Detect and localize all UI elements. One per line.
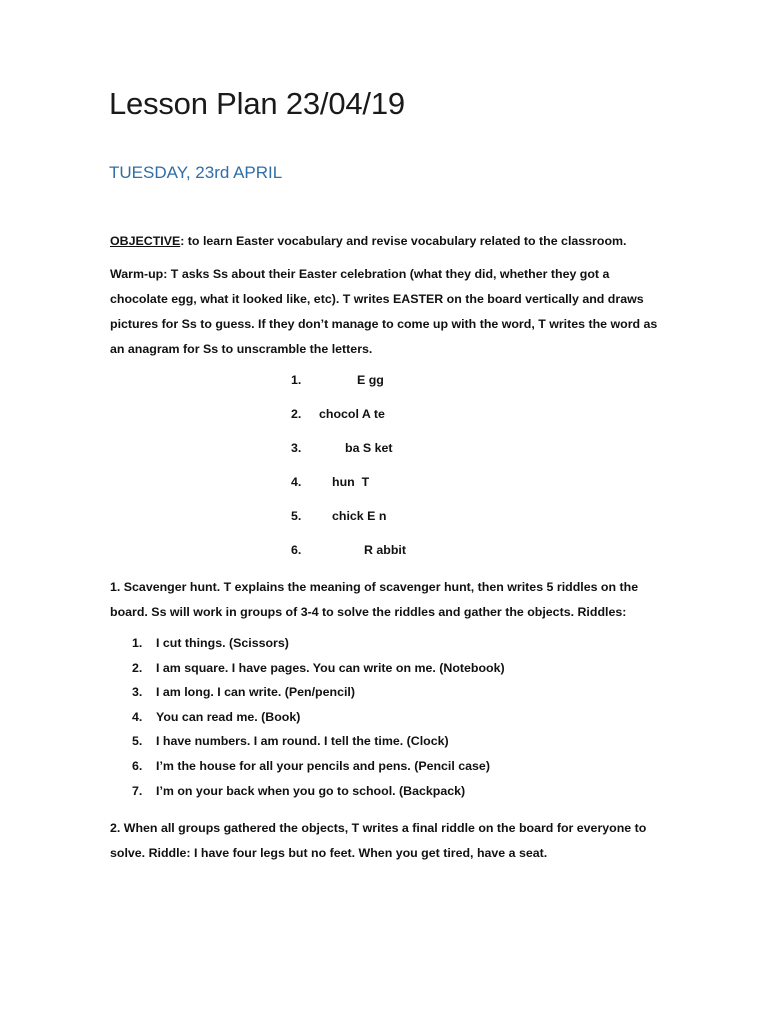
scavenger-paragraph xyxy=(110,575,658,625)
page-title: Lesson Plan 23/04/19 xyxy=(109,86,405,121)
riddle-text: I’m on your back when you go to school. (Backpack) xyxy=(156,783,466,798)
anagram-number: 2. xyxy=(291,407,302,421)
scavenger-text: . T explains the meaning of scavenger hunt, then writes 5 riddles on the board. Ss will work in groups of 3-4 to solve the riddles and gather the objects. Riddles: xyxy=(110,580,639,619)
riddle-item xyxy=(0,633,768,658)
riddle-number: 3. xyxy=(132,685,143,700)
warmup-label: Warm-up: xyxy=(110,267,168,281)
anagram-word: E gg xyxy=(357,373,384,387)
anagram-number: 5. xyxy=(291,509,302,523)
anagram-word: hun T xyxy=(332,475,370,489)
anagram-number: 6. xyxy=(291,543,302,557)
anagram-number: 4. xyxy=(291,475,302,489)
riddle-number: 5. xyxy=(132,734,143,749)
anagram-item xyxy=(0,506,768,540)
riddle-item xyxy=(0,781,768,806)
anagram-word: ba S ket xyxy=(345,441,393,455)
anagram-number: 1. xyxy=(291,373,302,387)
riddle-number: 7. xyxy=(132,783,143,798)
riddle-number: 4. xyxy=(132,709,143,724)
warmup-text: T asks Ss about their Easter celebration (what they did, whether they got a chocolate egg, what it looked like, etc). T writes EASTER on the board vertically and draws pictures for Ss to guess. If they don’t manage to come up with the word, T writes the word as an anagram for Ss to unscramble the letters. xyxy=(110,267,658,356)
riddle-text: You can read me. (Book) xyxy=(156,709,301,724)
riddle-list xyxy=(0,633,768,805)
objective-text: : to learn Easter vocabulary and revise vocabulary related to the classroom. xyxy=(180,234,627,248)
riddle-item xyxy=(0,756,768,781)
anagram-number: 3. xyxy=(291,441,302,455)
anagram-item xyxy=(0,404,768,438)
anagram-word: chick E n xyxy=(332,509,387,523)
riddle-number: 2. xyxy=(132,660,143,675)
riddle-number: 1. xyxy=(132,636,143,650)
anagram-item xyxy=(0,540,768,574)
objective-label: OBJECTIVE xyxy=(110,234,181,248)
riddle-item xyxy=(0,682,768,707)
riddle-text: I cut things. (Scissors) xyxy=(156,636,289,650)
anagram-word: R abbit xyxy=(364,543,406,557)
riddle-item xyxy=(0,707,768,732)
riddle-item xyxy=(0,731,768,756)
riddle-text: I am square. I have pages. You can write on me. (Notebook) xyxy=(156,660,505,675)
final-riddle-paragraph: 2. When all groups gathered the objects, T writes a final riddle on the board for everyone to solve. Riddle: I have four legs but no feet. When you get tired, have a seat. xyxy=(110,821,647,860)
anagram-item xyxy=(0,438,768,472)
warmup-paragraph xyxy=(110,262,658,362)
anagram-item xyxy=(0,472,768,506)
objective-paragraph xyxy=(110,229,658,254)
anagram-list xyxy=(0,370,768,574)
riddle-text: I am long. I can write. (Pen/pencil) xyxy=(156,685,355,700)
riddle-item xyxy=(0,658,768,683)
riddle-text: I’m the house for all your pencils and pens. (Pencil case) xyxy=(156,758,490,773)
riddle-number: 6. xyxy=(132,758,143,773)
anagram-word: chocol A te xyxy=(319,407,385,421)
anagram-item xyxy=(0,370,768,404)
riddle-text: I have numbers. I am round. I tell the time. (Clock) xyxy=(156,734,449,749)
scavenger-label: 1. Scavenger hunt xyxy=(110,580,217,594)
page-subtitle: TUESDAY, 23rd APRIL xyxy=(109,163,283,182)
